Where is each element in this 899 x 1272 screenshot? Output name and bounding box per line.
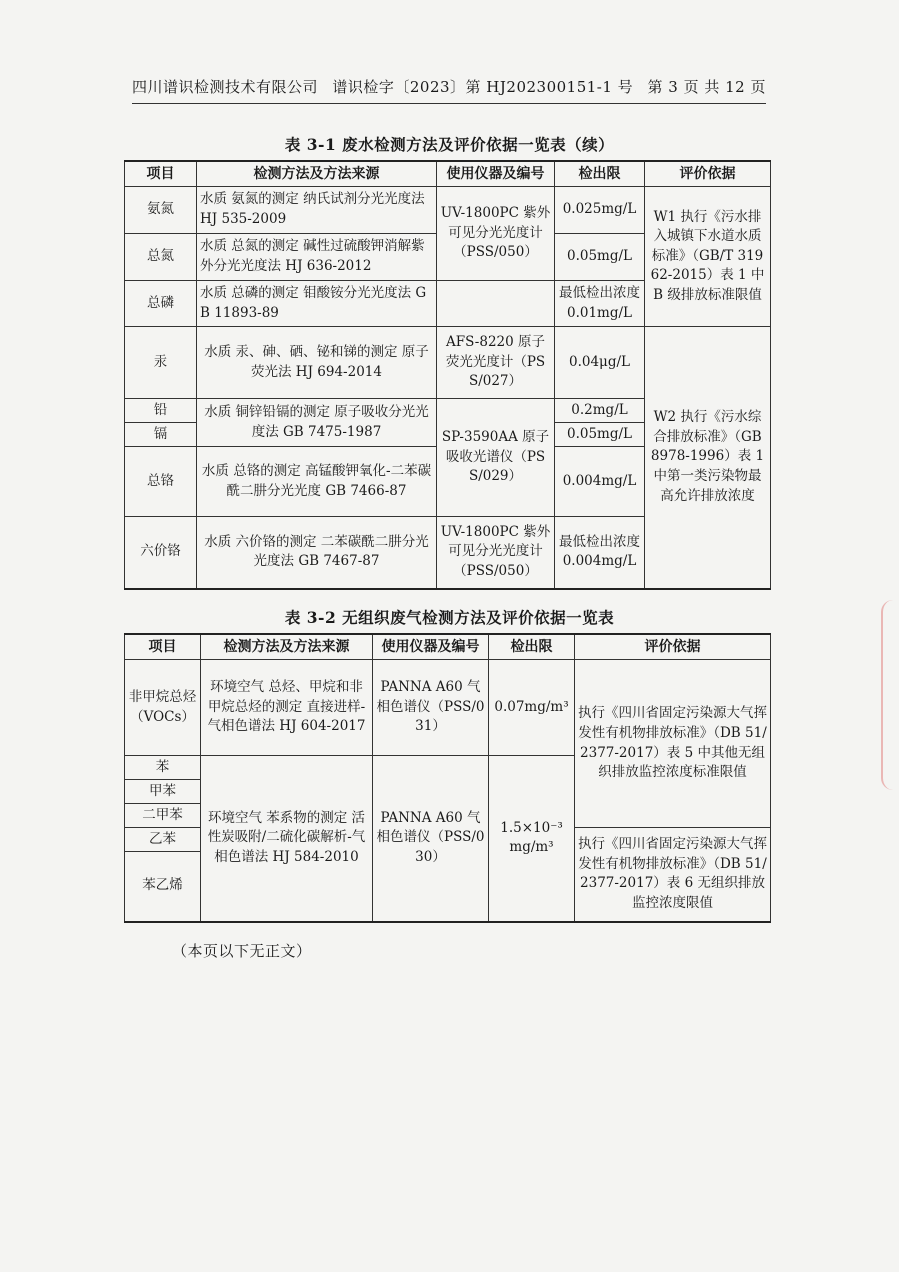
limit-cell: 最低检出浓度 0.004mg/L xyxy=(555,517,645,589)
item-cell: 甲苯 xyxy=(125,780,201,804)
method-cell: 环境空气 苯系物的测定 活性炭吸附/二硫化碳解析-气相色谱法 HJ 584-2010 xyxy=(201,756,373,922)
instrument-cell: AFS-8220 原子荧光光度计（PSS/027） xyxy=(437,327,555,399)
limit-cell: 0.025mg/L xyxy=(555,187,645,234)
header-instrument: 使用仪器及编号 xyxy=(373,634,489,660)
item-cell: 铅 xyxy=(125,399,197,423)
limit-cell: 0.05mg/L xyxy=(555,423,645,447)
item-cell: 氨氮 xyxy=(125,187,197,234)
page-info: 第 3 页 共 12 页 xyxy=(647,78,766,96)
method-cell: 水质 汞、砷、硒、铋和锑的测定 原子荧光法 HJ 694-2014 xyxy=(197,327,437,399)
page-header xyxy=(132,76,766,104)
item-cell: 乙苯 xyxy=(125,828,201,852)
header-item: 项目 xyxy=(125,161,197,187)
header-item: 项目 xyxy=(125,634,201,660)
limit-cell: 0.05mg/L xyxy=(555,234,645,281)
method-cell: 环境空气 总烃、甲烷和非甲烷总烃的测定 直接进样-气相色谱法 HJ 604-2017 xyxy=(201,660,373,756)
instrument-cell: PANNA A60 气相色谱仪（PSS/030） xyxy=(373,756,489,922)
instrument-cell: UV-1800PC 紫外可见分光光度计（PSS/050） xyxy=(437,517,555,589)
method-cell: 水质 总铬的测定 高锰酸钾氧化-二苯碳酰二肼分光光度 GB 7466-87 xyxy=(197,447,437,517)
company-name: 四川谱识检测技术有限公司 xyxy=(132,78,319,96)
method-cell: 水质 氨氮的测定 纳氏试剂分光光度法 HJ 535-2009 xyxy=(197,187,437,234)
limit-cell: 0.07mg/m³ xyxy=(489,660,575,756)
basis-cell: 执行《四川省固定污染源大气挥发性有机物排放标准》（DB 51/2377-2017）表 5 中其他无组织排放监控浓度标准限值 xyxy=(575,660,771,828)
header-method: 检测方法及方法来源 xyxy=(197,161,437,187)
table2-caption: 表 3-2 无组织废气检测方法及评价依据一览表 xyxy=(284,608,615,627)
item-cell: 二甲苯 xyxy=(125,804,201,828)
header-limit: 检出限 xyxy=(489,634,575,660)
item-cell: 总氮 xyxy=(125,234,197,281)
item-cell: 苯 xyxy=(125,756,201,780)
header-instrument: 使用仪器及编号 xyxy=(437,161,555,187)
method-cell: 水质 总氮的测定 碱性过硫酸钾消解紫外分光光度法 HJ 636-2012 xyxy=(197,234,437,281)
method-cell: 水质 总磷的测定 钼酸铵分光光度法 GB 11893-89 xyxy=(197,281,437,327)
seal-edge-mark xyxy=(881,600,899,790)
item-cell: 非甲烷总烃（VOCs） xyxy=(125,660,201,756)
report-number: 谱识检字〔2023〕第 HJ202300151-1 号 xyxy=(332,78,634,96)
table-row xyxy=(125,660,771,756)
limit-cell: 0.04μg/L xyxy=(555,327,645,399)
table-row xyxy=(125,327,771,399)
end-of-text-note: （本页以下无正文） xyxy=(172,942,312,960)
limit-cell: 最低检出浓度 0.01mg/L xyxy=(555,281,645,327)
method-cell: 水质 六价铬的测定 二苯碳酰二肼分光光度法 GB 7467-87 xyxy=(197,517,437,589)
header-method: 检测方法及方法来源 xyxy=(201,634,373,660)
item-cell: 苯乙烯 xyxy=(125,852,201,922)
table-header-row xyxy=(125,161,771,187)
header-basis: 评价依据 xyxy=(645,161,771,187)
limit-cell: 0.2mg/L xyxy=(555,399,645,423)
item-cell: 六价铬 xyxy=(125,517,197,589)
instrument-cell-empty xyxy=(437,281,555,327)
header-limit: 检出限 xyxy=(555,161,645,187)
header-basis: 评价依据 xyxy=(575,634,771,660)
fugitive-gas-methods-table xyxy=(124,633,771,923)
method-cell: 水质 铜锌铅镉的测定 原子吸收分光光度法 GB 7475-1987 xyxy=(197,399,437,447)
item-cell: 总磷 xyxy=(125,281,197,327)
table-row xyxy=(125,187,771,234)
instrument-cell: UV-1800PC 紫外可见分光光度计（PSS/050） xyxy=(437,187,555,281)
item-cell: 总铬 xyxy=(125,447,197,517)
table1-caption: 表 3-1 废水检测方法及评价依据一览表（续） xyxy=(284,135,615,154)
limit-cell: 1.5×10⁻³ mg/m³ xyxy=(489,756,575,922)
item-cell: 汞 xyxy=(125,327,197,399)
basis-cell: W1 执行《污水排入城镇下水道水质标准》（GB/T 31962-2015）表 1 中 B 级排放标准限值 xyxy=(645,187,771,327)
basis-cell: W2 执行《污水综合排放标准》（GB 8978-1996）表 1 中第一类污染物最高允许排放浓度 xyxy=(645,327,771,589)
instrument-cell: SP-3590AA 原子吸收光谱仪（PSS/029） xyxy=(437,399,555,517)
wastewater-methods-table xyxy=(124,160,771,590)
limit-cell: 0.004mg/L xyxy=(555,447,645,517)
table-header-row xyxy=(125,634,771,660)
item-cell: 镉 xyxy=(125,423,197,447)
basis-cell: 执行《四川省固定污染源大气挥发性有机物排放标准》（DB 51/2377-2017）表 6 无组织排放监控浓度限值 xyxy=(575,828,771,922)
instrument-cell: PANNA A60 气相色谱仪（PSS/031） xyxy=(373,660,489,756)
